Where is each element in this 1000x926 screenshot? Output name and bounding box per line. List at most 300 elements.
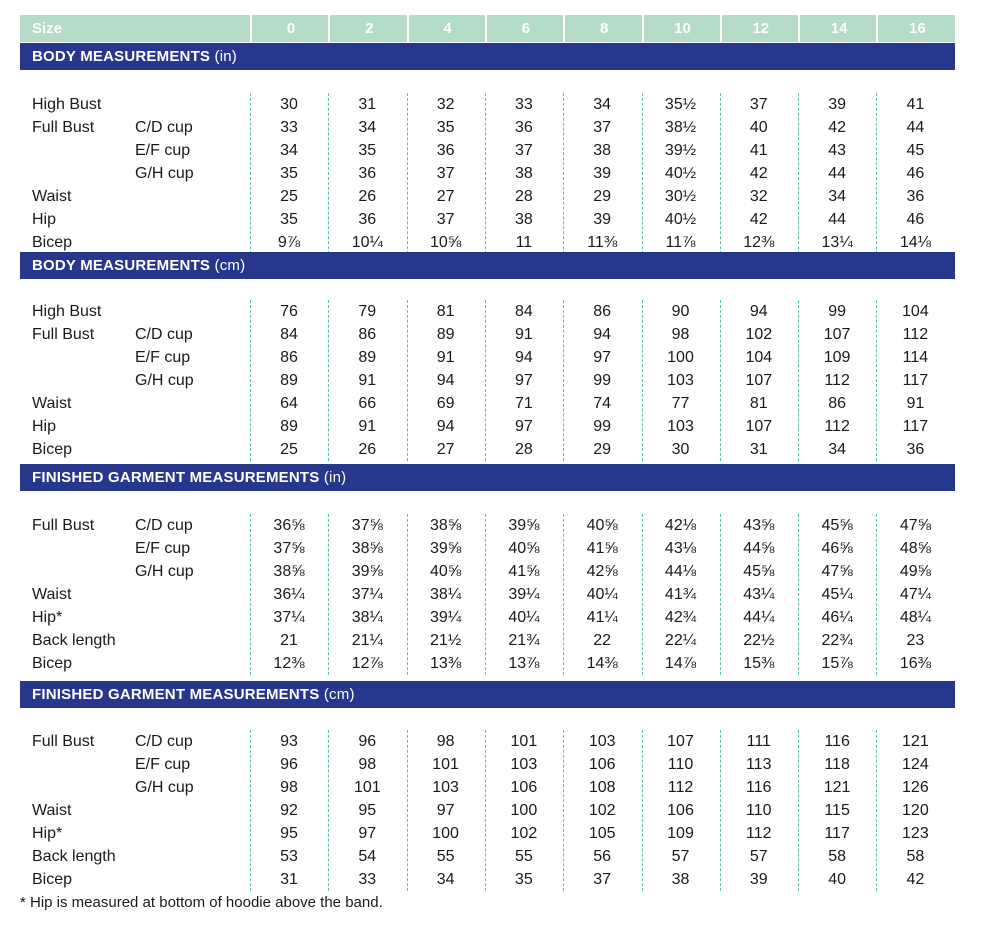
table-cell: 33 [358,871,377,888]
table-cell: 93 [280,733,298,750]
table-cell: 114 [902,349,929,366]
table-cell: 31 [358,96,377,113]
table-cell: 40 [828,871,846,888]
table-cell: 107 [823,326,851,343]
table-cell: 55 [514,848,533,865]
row-sublabel: C/D cup [135,517,193,534]
table-cell: 44⅝ [743,540,775,557]
row-label: Hip* [32,825,63,842]
table-cell: 126 [902,779,929,796]
table-cell: 32 [749,188,768,205]
table-cell: 41⅝ [508,563,540,580]
table-cell: 110 [746,802,772,819]
table-cell: 90 [671,303,690,320]
table-cell: 84 [514,303,533,320]
table-cell: 47⅝ [821,563,853,580]
table-cell: 13¼ [821,234,853,251]
table-cell: 12⅞ [351,655,383,672]
table-cell: 38 [671,871,690,888]
table-cell: 96 [280,756,298,773]
table-cell: 16⅜ [899,655,931,672]
row-label: Back length [32,632,116,649]
table-cell: 41¼ [586,609,618,626]
row-label: Full Bust [32,119,95,136]
table-cell: 110 [667,756,694,773]
table-cell: 98 [358,756,377,773]
table-cell: 38¼ [351,609,383,626]
table-cell: 98 [280,779,298,796]
table-cell: 47⅝ [899,517,931,534]
table-cell: 58 [828,848,846,865]
table-cell: 40¼ [586,586,618,603]
table-cell: 84 [280,326,298,343]
table-cell: 86 [593,303,612,320]
table-cell: 112 [902,326,929,343]
table-cell: 49⅝ [899,563,931,580]
table-cell: 32 [436,96,455,113]
table-cell: 22¼ [664,632,697,649]
size-header-cell: 10 [642,15,722,42]
table-cell: 26 [358,188,377,205]
row-sublabel: E/F cup [135,349,191,366]
table-cell: 37 [593,871,612,888]
row-sublabel: G/H cup [135,779,194,796]
table-cell: 30½ [664,188,697,205]
table-cell: 10⅝ [430,234,462,251]
table-cell: 37⅝ [351,517,383,534]
table-cell: 13⅞ [508,655,540,672]
table-cell: 57 [749,848,768,865]
table-cell: 91 [514,326,533,343]
table-cell: 39 [749,871,768,888]
table-cell: 44 [828,165,846,182]
section-unit: (cm) [214,257,246,274]
table-cell: 64 [280,395,298,412]
table-cell: 53 [280,848,298,865]
table-cell: 14⅛ [899,234,931,251]
table-cell: 10¼ [351,234,383,251]
table-cell: 35 [280,211,298,228]
table-cell: 39⅝ [508,517,540,534]
table-cell: 81 [749,395,768,412]
table-cell: 107 [745,418,773,435]
section-unit: (cm) [323,686,355,703]
table-cell: 42¾ [664,609,697,626]
table-cell: 43⅛ [664,540,697,557]
table-row [20,392,955,415]
table-cell: 45¼ [821,586,853,603]
table-cell: 100 [667,349,694,366]
table-cell: 11 [515,234,533,251]
table-cell: 107 [667,733,694,750]
table-cell: 111 [746,733,771,750]
table-row [20,730,955,753]
table-cell: 41 [749,142,768,159]
table-cell: 91 [358,372,377,389]
table-cell: 35 [514,871,533,888]
table-cell: 45⅝ [743,563,775,580]
table-cell: 36 [436,142,455,159]
table-cell: 39¼ [430,609,462,626]
table-row [20,629,955,652]
table-cell: 14⅞ [664,655,697,672]
table-cell: 91 [358,418,377,435]
table-row [20,438,955,461]
table-cell: 39½ [664,142,697,159]
section-unit: (in) [323,469,347,486]
table-cell: 99 [828,303,846,320]
table-cell: 34 [280,142,298,159]
table-cell: 37 [436,165,455,182]
table-cell: 95 [358,802,377,819]
table-cell: 86 [828,395,846,412]
table-row [20,537,955,560]
table-cell: 37 [436,211,455,228]
table-cell: 71 [514,395,533,412]
table-cell: 48¼ [899,609,931,626]
table-cell: 101 [353,779,381,796]
table-cell: 39 [593,165,612,182]
table-cell: 102 [588,802,616,819]
table-cell: 34 [436,871,455,888]
table-cell: 41⅝ [586,540,618,557]
table-cell: 91 [436,349,455,366]
table-cell: 108 [588,779,616,796]
table-cell: 99 [593,418,612,435]
table-cell: 42 [828,119,846,136]
table-cell: 46 [906,211,925,228]
section-band [20,681,955,708]
table-cell: 12⅜ [743,234,775,251]
section-title [32,681,355,708]
table-cell: 100 [510,802,538,819]
table-cell: 103 [432,779,459,796]
table-cell: 57 [671,848,690,865]
table-row [20,776,955,799]
row-label: Bicep [32,234,73,251]
table-cell: 103 [667,372,694,389]
table-cell: 43 [828,142,846,159]
table-cell: 121 [902,733,929,750]
table-cell: 13⅜ [430,655,462,672]
table-row [20,560,955,583]
table-cell: 40⅝ [430,563,462,580]
table-cell: 15⅜ [743,655,775,672]
row-label: Full Bust [32,733,95,750]
table-cell: 100 [432,825,459,842]
section-title-text: BODY MEASUREMENTS [32,257,211,274]
row-label: High Bust [32,303,102,320]
table-cell: 118 [824,756,850,773]
table-cell: 38⅝ [351,540,383,557]
table-cell: 102 [510,825,538,842]
table-cell: 37 [514,142,533,159]
table-row [20,652,955,675]
table-cell: 89 [280,418,298,435]
table-cell: 77 [671,395,690,412]
table-cell: 42⅛ [664,517,697,534]
table-cell: 113 [746,756,772,773]
table-cell: 38⅝ [430,517,462,534]
table-cell: 112 [824,372,850,389]
table-cell: 92 [280,802,298,819]
row-label: Bicep [32,441,73,458]
size-header-label: Size [32,20,63,37]
table-cell: 15⅞ [821,655,853,672]
row-sublabel: C/D cup [135,326,193,343]
table-cell: 40 [749,119,768,136]
table-cell: 101 [432,756,459,773]
table-cell: 22½ [743,632,775,649]
table-cell: 97 [436,802,455,819]
table-cell: 27 [436,441,455,458]
section-title [32,464,346,491]
table-cell: 21¾ [508,632,540,649]
table-cell: 117 [824,825,850,842]
table-cell: 11⅞ [665,234,696,251]
table-cell: 25 [280,188,298,205]
table-row [20,868,955,891]
table-cell: 117 [902,372,929,389]
table-cell: 94 [436,418,455,435]
table-cell: 26 [358,441,377,458]
table-cell: 89 [280,372,298,389]
table-cell: 56 [593,848,612,865]
table-row [20,208,955,231]
table-cell: 39⅝ [351,563,383,580]
row-label: High Bust [32,96,102,113]
table-cell: 43⅝ [743,517,775,534]
table-cell: 40⅝ [508,540,540,557]
table-cell: 22¾ [821,632,853,649]
row-sublabel: G/H cup [135,372,194,389]
row-label: Waist [32,586,72,603]
section-band [20,43,955,70]
row-sublabel: C/D cup [135,733,193,750]
table-cell: 96 [358,733,377,750]
table-cell: 38 [593,142,612,159]
section-title-text: FINISHED GARMENT MEASUREMENTS [32,686,320,703]
table-cell: 120 [902,802,929,819]
table-cell: 38 [514,165,533,182]
row-label: Waist [32,188,72,205]
table-cell: 97 [514,372,533,389]
table-cell: 112 [667,779,694,796]
table-cell: 91 [906,395,925,412]
table-cell: 44 [828,211,846,228]
table-cell: 39¼ [508,586,540,603]
section-unit: (in) [214,48,237,65]
table-cell: 45 [906,142,925,159]
table-cell: 37¼ [273,609,305,626]
table-cell: 40⅝ [586,517,618,534]
table-row [20,231,955,254]
table-cell: 31 [280,871,298,888]
table-cell: 36 [906,441,925,458]
table-cell: 41 [906,96,925,113]
table-cell: 58 [906,848,925,865]
size-header-row [20,15,955,42]
table-cell: 106 [588,756,616,773]
section-band [20,464,955,491]
row-label: Bicep [32,655,73,672]
table-cell: 117 [902,418,929,435]
table-cell: 46 [906,165,925,182]
table-cell: 103 [588,733,616,750]
row-sublabel: G/H cup [135,165,194,182]
table-cell: 40½ [664,165,697,182]
table-cell: 101 [510,733,538,750]
row-label: Bicep [32,871,73,888]
table-cell: 27 [436,188,455,205]
table-row [20,514,955,537]
table-cell: 94 [436,372,455,389]
table-row [20,845,955,868]
table-cell: 45⅝ [821,517,853,534]
table-cell: 34 [828,441,846,458]
table-cell: 66 [358,395,377,412]
table-cell: 74 [593,395,612,412]
table-row [20,93,955,116]
table-cell: 44 [906,119,925,136]
table-cell: 36 [514,119,533,136]
table-cell: 43¼ [743,586,775,603]
table-cell: 104 [745,349,773,366]
table-cell: 31 [749,441,768,458]
table-cell: 44¼ [743,609,775,626]
size-header-cell: 8 [563,15,643,42]
section-title [32,43,237,70]
table-cell: 37 [749,96,768,113]
table-cell: 34 [358,119,377,136]
table-cell: 94 [514,349,533,366]
table-cell: 46¼ [821,609,853,626]
table-row [20,583,955,606]
table-cell: 37⅝ [273,540,305,557]
table-cell: 21½ [430,632,462,649]
table-cell: 98 [436,733,455,750]
table-cell: 42 [749,211,768,228]
table-cell: 124 [902,756,929,773]
table-cell: 37¼ [351,586,383,603]
table-cell: 29 [593,441,612,458]
table-cell: 97 [593,349,612,366]
table-cell: 40¼ [508,609,540,626]
section-band [20,252,955,279]
table-cell: 23 [906,632,925,649]
table-cell: 38½ [664,119,697,136]
table-cell: 42 [749,165,768,182]
size-header-cell: 2 [328,15,408,42]
row-label: Waist [32,395,72,412]
table-cell: 28 [514,441,533,458]
table-cell: 11⅜ [587,234,618,251]
row-label: Waist [32,802,72,819]
table-cell: 115 [824,802,850,819]
size-header-cell: 16 [876,15,956,42]
table-cell: 35½ [664,96,697,113]
row-sublabel: G/H cup [135,563,194,580]
table-cell: 12⅜ [273,655,305,672]
row-label: Hip [32,211,57,228]
table-cell: 38⅝ [273,563,305,580]
table-cell: 44⅛ [664,563,697,580]
row-sublabel: C/D cup [135,119,193,136]
table-cell: 36 [358,165,377,182]
table-cell: 30 [671,441,690,458]
table-cell: 94 [749,303,768,320]
row-label: Back length [32,848,116,865]
section-title-text: BODY MEASUREMENTS [32,48,211,65]
table-cell: 33 [514,96,533,113]
table-cell: 54 [358,848,377,865]
table-cell: 36⅝ [273,517,305,534]
size-header-cell: 14 [798,15,878,42]
table-cell: 33 [280,119,298,136]
table-cell: 106 [667,802,694,819]
table-cell: 55 [436,848,455,865]
table-cell: 21¼ [351,632,383,649]
table-cell: 36¼ [273,586,305,603]
table-row [20,300,955,323]
row-sublabel: E/F cup [135,540,191,557]
size-header-cell: 6 [485,15,565,42]
table-row [20,346,955,369]
size-header-cell: 4 [407,15,487,42]
table-cell: 37 [593,119,612,136]
table-cell: 34 [593,96,612,113]
table-row [20,162,955,185]
table-cell: 22 [593,632,612,649]
table-cell: 42⅝ [586,563,618,580]
table-row [20,822,955,845]
section-title [32,252,245,279]
table-cell: 97 [358,825,377,842]
table-cell: 99 [593,372,612,389]
table-cell: 35 [436,119,455,136]
table-cell: 112 [746,825,772,842]
section-title-text: FINISHED GARMENT MEASUREMENTS [32,469,320,486]
table-cell: 79 [358,303,377,320]
table-row [20,415,955,438]
table-cell: 40½ [664,211,697,228]
table-cell: 39⅝ [430,540,462,557]
table-cell: 35 [280,165,298,182]
table-cell: 76 [280,303,298,320]
table-cell: 81 [436,303,455,320]
table-cell: 109 [823,349,851,366]
table-cell: 47¼ [899,586,931,603]
table-cell: 116 [746,779,772,796]
row-sublabel: E/F cup [135,142,191,159]
table-cell: 38 [514,211,533,228]
row-label: Full Bust [32,517,95,534]
table-cell: 14⅜ [586,655,618,672]
table-cell: 112 [824,418,850,435]
table-cell: 28 [514,188,533,205]
table-cell: 69 [436,395,455,412]
table-row [20,369,955,392]
row-sublabel: E/F cup [135,756,191,773]
footnote: * Hip is measured at bottom of hoodie above the band. [20,894,383,911]
table-cell: 46⅝ [821,540,853,557]
table-cell: 89 [436,326,455,343]
table-cell: 30 [280,96,298,113]
table-cell: 34 [828,188,846,205]
table-row [20,139,955,162]
table-cell: 109 [667,825,694,842]
table-cell: 103 [667,418,694,435]
